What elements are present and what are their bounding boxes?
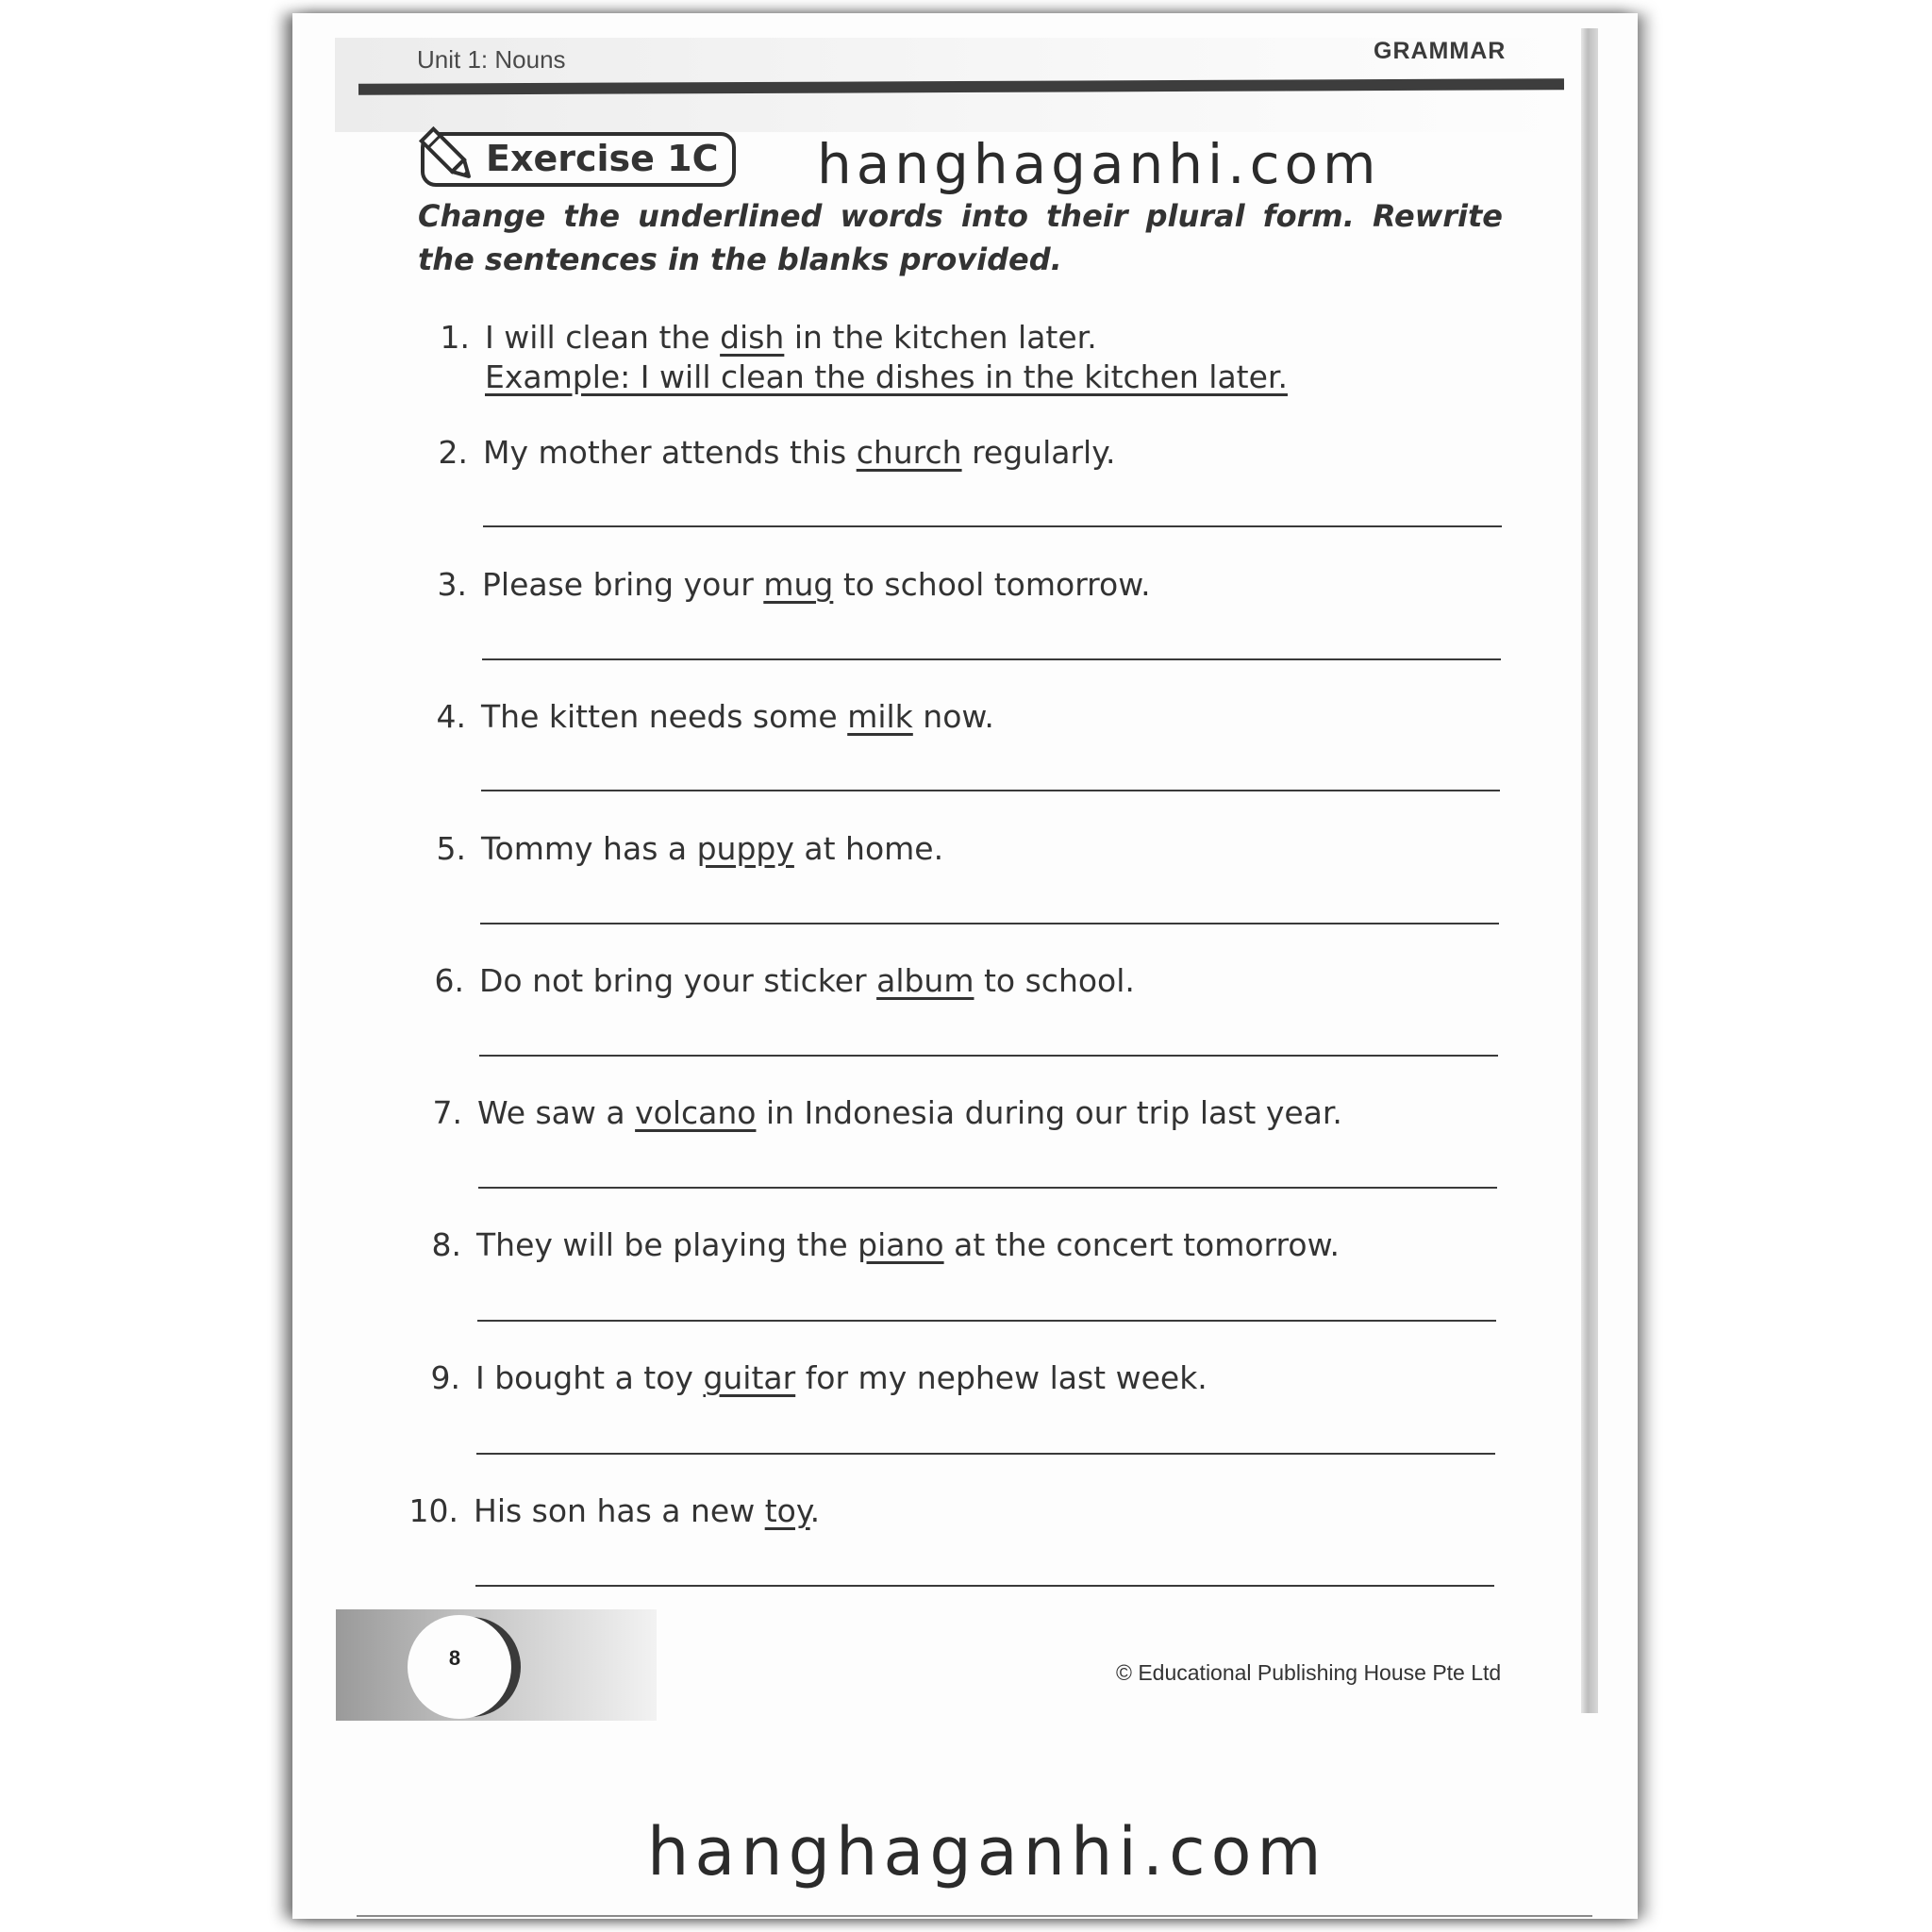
pencil-icon bbox=[419, 125, 477, 187]
underlined-word: piano bbox=[858, 1226, 944, 1263]
question-number: 2. bbox=[438, 434, 468, 471]
answer-blank-6[interactable] bbox=[479, 1055, 1498, 1057]
example-answer: Example: I will clean the dishes in the kitchen later. bbox=[485, 358, 1288, 395]
answer-blank-4[interactable] bbox=[481, 790, 1500, 791]
question-text: His son has a new bbox=[474, 1492, 765, 1529]
underlined-word: album bbox=[876, 962, 974, 999]
question-text: to school tomorrow. bbox=[833, 566, 1151, 603]
question-text: to school. bbox=[974, 962, 1135, 999]
underlined-word: volcano bbox=[635, 1094, 757, 1131]
question-2 bbox=[417, 434, 1116, 471]
question-7 bbox=[411, 1094, 1342, 1131]
question-text: at the concert tomorrow. bbox=[943, 1226, 1341, 1263]
question-number: 8. bbox=[431, 1226, 461, 1263]
question-number: 5. bbox=[436, 830, 466, 867]
question-text: The kitten needs some bbox=[481, 698, 848, 735]
question-text: at home. bbox=[793, 830, 944, 867]
question-8 bbox=[410, 1226, 1340, 1263]
question-text: in Indonesia during our trip last year. bbox=[756, 1094, 1342, 1131]
question-number: 1. bbox=[440, 319, 470, 356]
answer-blank-9[interactable] bbox=[476, 1453, 1495, 1455]
question-6 bbox=[413, 962, 1135, 999]
question-text: now. bbox=[912, 698, 994, 735]
question-4 bbox=[415, 698, 994, 735]
bottom-rule bbox=[357, 1915, 1592, 1917]
copyright: © Educational Publishing House Pte Ltd bbox=[1116, 1660, 1502, 1685]
answer-blank-10[interactable] bbox=[475, 1585, 1494, 1587]
question-text: I bought a toy bbox=[475, 1359, 704, 1396]
scan-edge-shadow bbox=[1581, 28, 1598, 1713]
answer-blank-2[interactable] bbox=[483, 525, 1502, 527]
question-text: Do not bring your sticker bbox=[479, 962, 877, 999]
question-text: They will be playing the bbox=[476, 1226, 858, 1263]
question-number: 3. bbox=[437, 566, 467, 603]
underlined-word: milk bbox=[847, 698, 913, 735]
answer-blank-7[interactable] bbox=[478, 1187, 1497, 1189]
question-text: My mother attends this bbox=[483, 434, 857, 471]
question-number: 10. bbox=[408, 1492, 458, 1529]
question-10 bbox=[408, 1492, 820, 1529]
underlined-word: puppy bbox=[696, 830, 794, 867]
question-text: for my nephew last week. bbox=[795, 1359, 1208, 1396]
page-number: 8 bbox=[448, 1646, 461, 1670]
question-1 bbox=[419, 319, 1097, 356]
question-text: . bbox=[809, 1492, 821, 1529]
question-5 bbox=[415, 830, 943, 867]
underlined-word: guitar bbox=[703, 1359, 796, 1396]
answer-blank-3[interactable] bbox=[482, 658, 1501, 660]
question-text: I will clean the bbox=[485, 319, 721, 356]
question-text: Please bring your bbox=[482, 566, 764, 603]
underlined-word: mug bbox=[763, 566, 834, 603]
unit-title: Unit 1: Nouns bbox=[417, 45, 566, 74]
underlined-word: dish bbox=[720, 319, 785, 356]
answer-blank-8[interactable] bbox=[477, 1320, 1496, 1322]
question-9 bbox=[409, 1359, 1208, 1396]
question-number: 7. bbox=[432, 1094, 462, 1131]
question-text: in the kitchen later. bbox=[784, 319, 1097, 356]
underlined-word: toy bbox=[764, 1492, 810, 1529]
question-3 bbox=[416, 566, 1151, 603]
question-text: regularly. bbox=[961, 434, 1116, 471]
watermark-bottom: hanghaganhi.com bbox=[647, 1813, 1327, 1890]
instructions: Change the underlined words into their plural form. Rewrite the sentences in the blanks provided. bbox=[418, 198, 1503, 277]
underlined-word: church bbox=[856, 434, 962, 471]
question-number: 6. bbox=[434, 962, 464, 999]
section-label: GRAMMAR bbox=[1374, 38, 1507, 64]
watermark-top: hanghaganhi.com bbox=[817, 132, 1381, 196]
question-text: We saw a bbox=[477, 1094, 636, 1131]
answer-blank-5[interactable] bbox=[480, 923, 1499, 924]
question-number: 9. bbox=[430, 1359, 460, 1396]
question-number: 4. bbox=[436, 698, 466, 735]
exercise-title: Exercise 1C bbox=[486, 138, 719, 179]
question-text: Tommy has a bbox=[481, 830, 697, 867]
